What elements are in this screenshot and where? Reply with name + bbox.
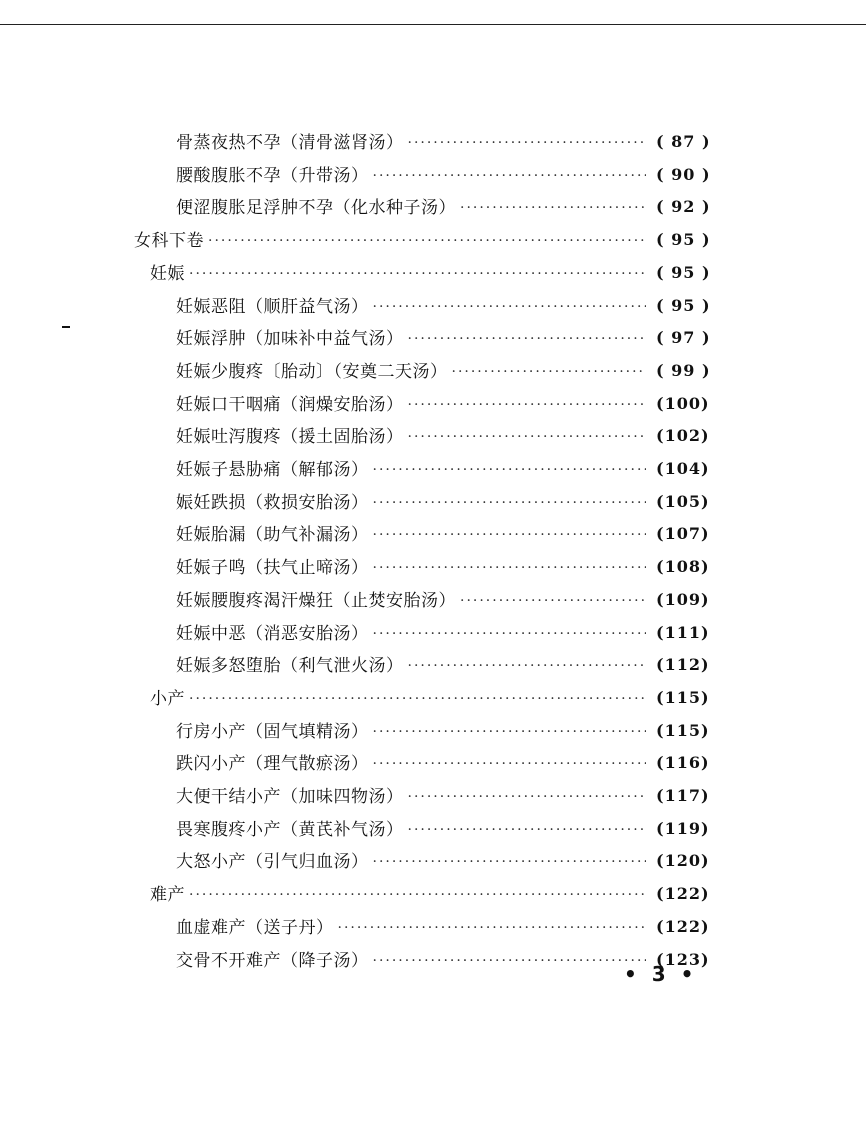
toc-entry-title: 妊娠中恶（消恶安胎汤）: [176, 623, 369, 644]
toc-entry-page: ( 99 ): [656, 360, 711, 380]
toc-entry-page: (122): [656, 916, 710, 936]
toc-entry-page: ( 95 ): [656, 230, 711, 250]
toc-entry-title: 大便干结小产（加味四物汤）: [176, 787, 404, 807]
toc-entry-page: ( 95 ): [656, 295, 711, 315]
toc-dot-leader: [373, 749, 647, 779]
toc-entry-page: (123): [656, 949, 710, 969]
toc-dot-leader: [452, 357, 647, 387]
toc-dot-leader: [373, 292, 647, 322]
toc-entry: [176, 586, 650, 616]
toc-entry-title: 娠妊跌损（救损安胎汤）: [176, 492, 369, 513]
toc-entry-title: 妊娠口干咽痛（润燥安胎汤）: [176, 394, 404, 415]
toc-entry: [176, 193, 650, 223]
toc-entry: [176, 619, 650, 649]
toc-entry-title: 妊娠多怒堕胎（利气泄火汤）: [176, 656, 404, 677]
toc-entry-page: (119): [656, 818, 710, 838]
toc-entry-title: 小产: [150, 688, 185, 709]
toc-entry: [176, 651, 650, 681]
toc-entry: [176, 913, 650, 943]
toc-dot-leader: [408, 422, 647, 452]
toc-entry-page: (120): [656, 851, 710, 871]
toc-entry: [176, 128, 650, 158]
toc-entry-page: ( 95 ): [656, 262, 711, 282]
toc-entry: [176, 946, 650, 976]
toc-entry-title: 骨蒸夜热不孕（清骨滋肾汤）: [176, 133, 404, 153]
toc-entry: [150, 684, 650, 714]
toc-entry-title: 妊娠恶阻（顺肝益气汤）: [176, 296, 369, 317]
stray-mark: [62, 326, 70, 328]
toc-entry-page: (122): [656, 884, 710, 904]
toc-dot-leader: [373, 619, 647, 649]
toc-entry: [176, 390, 650, 420]
toc-entry: [176, 161, 650, 191]
toc-entry-title: 跌闪小产（理气散瘀汤）: [176, 754, 369, 775]
toc-entry-title: 腰酸腹胀不孕（升带汤）: [176, 165, 369, 186]
toc-entry: [150, 259, 650, 289]
toc-dot-leader: [373, 847, 647, 877]
toc-entry-page: (115): [656, 687, 710, 707]
top-rule: [0, 24, 866, 25]
toc-entry-title: 女科下卷: [134, 231, 204, 252]
toc-dot-leader: [208, 226, 646, 256]
toc-entry-page: ( 87 ): [656, 132, 711, 151]
toc-dot-leader: [373, 717, 647, 747]
toc-entry: [150, 880, 650, 910]
toc-entry-title: 妊娠子鸣（扶气止啼汤）: [176, 558, 369, 579]
toc-entry-title: 交骨不开难产（降子汤）: [176, 950, 369, 971]
toc-entry: [176, 847, 650, 877]
toc-dot-leader: [189, 684, 646, 714]
toc-entry-page: (102): [656, 426, 710, 446]
toc-dot-leader: [373, 161, 647, 191]
toc-dot-leader: [408, 390, 647, 420]
toc-entry-title: 行房小产（固气填精汤）: [176, 721, 369, 742]
toc-dot-leader: [460, 586, 646, 616]
toc-dot-leader: [408, 651, 647, 681]
toc-entry-title: 血虚难产（送子丹）: [176, 917, 334, 938]
toc-entry-page: (116): [656, 753, 710, 773]
toc-entry-title: 难产: [150, 885, 185, 906]
toc-dot-leader: [460, 193, 646, 223]
toc-entry-title: 妊娠腰腹疼渴汗燥狂（止焚安胎汤）: [176, 590, 456, 611]
toc-dot-leader: [408, 324, 647, 354]
toc-entry-title: 大怒小产（引气归血汤）: [176, 852, 369, 873]
toc-dot-leader: [373, 553, 647, 583]
toc-dot-leader: [408, 782, 647, 812]
toc-entry-page: (104): [656, 459, 710, 478]
toc-entry-title: 妊娠子悬胁痛（解郁汤）: [176, 460, 369, 480]
toc-entry: [176, 717, 650, 747]
toc-entry-title: 妊娠少腹疼〔胎动〕（安奠二天汤）: [176, 361, 448, 382]
toc-entry: [134, 226, 650, 256]
toc-dot-leader: [189, 880, 646, 910]
toc-entry-title: 妊娠: [150, 263, 185, 284]
toc-entry: [176, 520, 650, 550]
toc-dot-leader: [373, 455, 647, 485]
toc-dot-leader: [189, 259, 646, 289]
toc-entry-page: (112): [656, 655, 710, 675]
toc-entry-title: 畏寒腹疼小产（黄芪补气汤）: [176, 819, 404, 840]
toc-entry: [176, 292, 650, 322]
toc-entry-title: 妊娠吐泻腹疼（援土固胎汤）: [176, 427, 404, 448]
toc-entry-page: ( 97 ): [656, 328, 711, 348]
toc-dot-leader: [338, 913, 647, 943]
toc-dot-leader: [373, 488, 647, 518]
toc-entry-page: (108): [656, 557, 710, 577]
page-number: • 3 •: [624, 962, 698, 986]
toc-entry-page: (100): [656, 393, 710, 413]
toc-entry-title: 妊娠胎漏（助气补漏汤）: [176, 525, 369, 546]
toc-entry: [176, 422, 650, 452]
toc-dot-leader: [373, 520, 647, 550]
toc-entry: [176, 357, 650, 387]
toc-entry-page: (117): [656, 786, 710, 805]
toc-entry-title: 便涩腹胀足浮肿不孕（化水种子汤）: [176, 198, 456, 219]
toc-entry: [176, 324, 650, 354]
toc-entry: [176, 455, 650, 485]
toc-entry: [176, 749, 650, 779]
toc-dot-leader: [408, 815, 647, 845]
toc-entry-page: (109): [656, 589, 710, 609]
toc-entry-page: ( 92 ): [656, 197, 711, 217]
toc-entry-page: ( 90 ): [656, 164, 711, 184]
toc-entry: [176, 553, 650, 583]
toc-entry: [176, 488, 650, 518]
toc-dot-leader: [373, 946, 647, 976]
toc-dot-leader: [408, 128, 647, 158]
toc-entry-title: 妊娠浮肿（加味补中益气汤）: [176, 329, 404, 350]
toc-entry-page: (107): [656, 524, 710, 544]
toc-entry: [176, 815, 650, 845]
toc-entry-page: (111): [656, 622, 710, 642]
toc-entry: [176, 782, 650, 812]
toc-entry-page: (115): [656, 720, 710, 740]
toc-entry-page: (105): [656, 491, 710, 511]
